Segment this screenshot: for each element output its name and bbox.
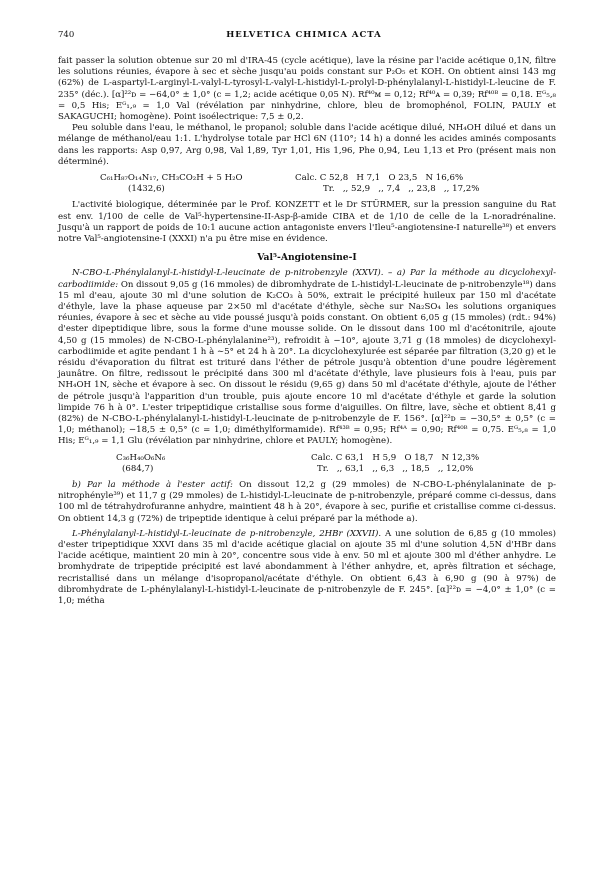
paragraph-4 <box>58 268 556 447</box>
compound-heading-xxvi: N-CBO-L-Phénylalanyl-L-histidyl-L-leucinate de p-nitrobenzyle (XXVI). – a) Par la méthode au dicyclohexyl-carbodiimide: <box>58 268 556 290</box>
found-values: Tr. ,, 52,9 ,, 7,4 ,, 23,8 ,, 17,2% <box>323 184 480 195</box>
elemental-analysis-2 <box>58 453 556 475</box>
molecular-mass: (684,7) <box>122 463 154 474</box>
paragraph-6-text: A une solution de 6,85 g (10 mmoles) d'ester tripeptidique XXVI dans 35 ml d'acide acétique glacial on ajoute 35 ml d'une solution 4,5N d'HBr dans l'acide acétique, maintient 20 min à 20°, concentre sous vide à env. 50 ml et ajoute 300 ml d'éther anhydre. Le bromhydrate de tripeptide précipité est lavé abondamment à l'éther anhydre, et, après filtration et séchage, recristallisé dans un mélange d'isopropanol/acétate d'éthyle. On obtient 6,43 à 6,90 g (90 à 97%) de dibromhydrate de L-phénylalanyl-L-histidyl-L-leucinate de p-nitrobenzyle de F. 245°. [α]²²ᴅ = −4,0° ± 1,0° (c = 1,0; métha <box>58 528 556 607</box>
calc-values: Calc. C 52,8 H 7,1 O 23,5 N 16,6% <box>295 173 464 184</box>
paragraph-1: fait passer la solution obtenue sur 20 ml d'IRA-45 (cycle acétique), lave la résine par l'acide acétique 0,1N, filtre les solutions réunies, évapore à sec et sèche jusqu'au poids constant sur P₂O₅ et KOH. On obtient ainsi 143 mg (62%) de L-aspartyl-L-arginyl-L-valyl-L-tyrosyl-L-valyl-L-histidyl-L-prolyl-D-phénylalanyl-L-histidyl-L-leucine de F. 235° (déc.). [α]²²ᴅ = −64,0° ± 1,0° (c = 1,2; acide acétique 0,05 N). Rf⁴⁰ᴍ = 0,12; Rf⁴⁰ᴀ = 0,39; Rf⁴⁰ᴮ = 0,18. Eᴳ₅,₈ = 0,5 His; Eᴳ₁,₉ = 1,0 Val (révélation par ninhydrine, chlore, bleu de bromophénol, FOLIN, PAULY et SAKAGUCHI; homogène). Point isoélectrique: 7,5 ± 0,2. <box>58 56 556 123</box>
paragraph-3: L'activité biologique, déterminée par le Prof. KONZETT et le Dr STÜRMER, sur la pression sanguine du Rat est env. 1/100 de celle de Val⁵-hypertensine-II-Asp-β-amide CIBA et de 1/10 de celle de la L-noradrénaline. Jusqu'à un rapport de poids de 10:1 aucune action antagoniste envers l'Ileu⁵-angiotensine-I naturelle³⁸) et envers notre Val⁵-angiotensine-I (XXXI) n'a pu être mise en évidence. <box>58 200 556 245</box>
page-header <box>58 30 550 44</box>
molecular-mass: (1432,6) <box>128 184 165 195</box>
molecular-formula: C₃₆H₄₀O₆N₆ <box>116 452 166 463</box>
molecular-formula: C₆₁H₈₇O₁₄N₁₇, CH₃CO₂H + 5 H₂O <box>100 173 243 184</box>
paragraph-6 <box>58 529 556 607</box>
calc-values: Calc. C 63,1 H 5,9 O 18,7 N 12,3% <box>311 452 480 463</box>
method-heading-b: b) Par la méthode à l'ester actif: <box>72 480 233 491</box>
section-title: Val⁵-Angiotensine-I <box>257 252 357 264</box>
paragraph-4-text: On dissout 9,05 g (16 mmoles) de dibromhydrate de L-histidyl-L-leucinate de p-nitrobenzyle¹⁸) dans 15 ml d'eau, ajoute 30 ml d'une solution de K₂CO₃ à 50%, extrait le précipité huileux par 150 ml d'acétate d'éthyle, lave la phase aqueuse par 2×50 ml d'acétate d'éthyle, sèche sur Na₂SO₄ les solutions organiques réunies, évapore à sec et sèche au vide poussé jusqu'à poids constant. On obtient 6,05 g (15 mmoles) (rdt.: 94%) d'ester dipeptidique libre, sous la forme d'une mousse solide. On le dissout dans 100 ml d'acétonitrile, ajoute 4,50 g (15 mmoles) de N-CBO-L-phénylalanine²³), refroidit à −10°, ajoute 3,71 g (18 mmoles) de dicyclohexyl-carbodiimide et agite pendant 1 h à ∼5° et 24 h à 20°. La dicyclohexylurée est séparée par filtration (3,20 g) et le résidu d'évaporation du filtrat est trituré dans l'éther de pétrole jusqu'à obtention d'une poudre légèrement jaunâtre. On filtre, redissout le précipité dans 300 ml d'acétate d'éthyle, lave plusieurs fois à l'eau, puis par NH₄OH 1N, sèche et évapore à sec. On dissout le résidu (9,65 g) dans 50 ml d'acétate d'éthyle, ajoute de l'éther de pétrole jusqu'à l'apparition d'un trouble, puis ajoute encore 10 ml d'acétate d'éthyle et garde la solution limpide 76 h à 0°. L'ester tripeptidique cristallise sous forme d'aiguilles. On filtre, lave, sèche et obtient 8,41 g (82%) de N-CBO-L-phénylalanyl-L-histidyl-L-leucinate de p-nitrobenzyle de F. 156°. [α]²²ᴅ = −30,5° ± 0,5° (c = 1,0; méthanol); −18,5 ± 0,5° (c = 1,0; diméthylformamide). Rf⁴³ᴮ = 0,95; Rf⁴ᴬ = 0,90; Rf⁴⁰ᴮ = 0,75. Eᴳ₅,₈ = 1,0 His; Eᴳ₁,₉ = 1,1 Glu (révélation par ninhydrine, chlore et PAULY; homogène). <box>58 279 556 447</box>
paragraph-2: Peu soluble dans l'eau, le méthanol, le propanol; soluble dans l'acide acétique dilué, NH₄OH dilué et dans un mélange de méthanol/eau 1:1. L'hydrolyse totale par HCl 6N (110°; 14 h) a donné les acides aminés composants dans les rapports: Asp 0,97, Arg 0,98, Val 1,89, Tyr 1,01, His 1,96, Phe 0,94, Leu 1,13 et Pro (présent mais non déterminé). <box>58 123 556 167</box>
page-number: 740 <box>58 30 75 40</box>
found-values: Tr. ,, 63,1 ,, 6,3 ,, 18,5 ,, 12,0% <box>317 463 474 474</box>
elemental-analysis-1 <box>58 173 556 195</box>
paragraph-5-text: On dissout 12,2 g (29 mmoles) de N-CBO-L-phénylalaninate de p-nitrophényle³⁹) et 11,7 g (29 mmoles) de L-histidyl-L-leucinate de p-nitrobenzyle, préparé comme ci-dessus, dans 100 ml de tétrahydrofuranne anhydre, maintient 48 h à 20°, évapore à sec, purifie et cristallise comme ci-dessus. On obtient 14,3 g (72%) de tripeptide identique à celui préparé par la méthode a). <box>58 480 556 524</box>
compound-heading-xxvii: L-Phénylalanyl-L-histidyl-L-leucinate de p-nitrobenzyle, 2HBr (XXVII). <box>72 528 382 539</box>
journal-title: HELVETICA CHIMICA ACTA <box>226 30 382 40</box>
paragraph-5 <box>58 480 556 525</box>
article-body <box>58 56 556 607</box>
